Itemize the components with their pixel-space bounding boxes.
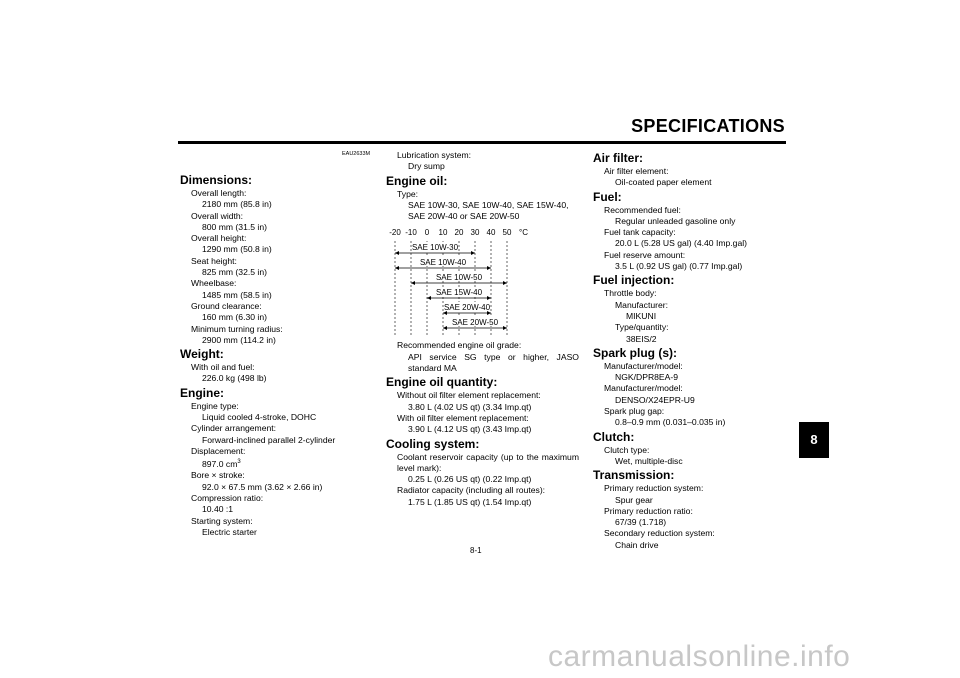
watermark: carmanualsonline.info <box>548 640 851 673</box>
series-label: SAE 15W-40 <box>435 288 483 298</box>
throttle-body-label: Throttle body: <box>604 288 657 299</box>
spark-plug-model-value-2: DENSO/X24EPR-U9 <box>615 394 695 405</box>
fi-manufacturer-label: Manufacturer: <box>615 299 669 310</box>
overall-length-value: 2180 mm (85.8 in) <box>202 199 272 210</box>
overall-height-label: Overall height: <box>191 233 247 244</box>
temperature-unit-label: °C <box>519 228 528 238</box>
reduction-ratio-value: 67/39 (1.718) <box>615 517 667 528</box>
displacement-number: 897.0 cm <box>202 459 238 470</box>
cylinder-label: Cylinder arrangement: <box>191 423 277 434</box>
range-arrow-left <box>427 296 431 300</box>
series-label: SAE 10W-50 <box>435 273 483 283</box>
without-filter-value: 3.80 L (4.02 US qt) (3.34 Imp.qt) <box>408 401 532 412</box>
seat-height-label: Seat height: <box>191 255 237 266</box>
ground-clearance-label: Ground clearance: <box>191 300 262 311</box>
range-arrow-left <box>395 266 399 270</box>
range-arrow-right <box>487 266 491 270</box>
seat-height-value: 825 mm (32.5 in) <box>202 267 267 278</box>
chapter-tab: 8 <box>799 422 829 458</box>
air-filter-value: Oil-coated paper element <box>615 177 712 188</box>
radiator-value: 1.75 L (1.85 US qt) (1.54 Imp.qt) <box>408 496 532 507</box>
temperature-tick-label: 40 <box>486 228 496 238</box>
dimensions-heading: Dimensions: <box>180 173 253 187</box>
overall-height-value: 1290 mm (50.8 in) <box>202 244 272 255</box>
page-number: 8-1 <box>470 546 482 555</box>
recommended-fuel-label: Recommended fuel: <box>604 204 681 215</box>
temperature-tick-label: 20 <box>454 228 464 238</box>
range-arrow-left <box>411 281 415 285</box>
section-code: EAU2633M <box>342 151 371 157</box>
wheelbase-value: 1485 mm (58.5 in) <box>202 289 272 300</box>
oil-quantity-heading: Engine oil quantity: <box>386 375 498 390</box>
series-label: SAE 10W-40 <box>419 258 467 268</box>
reservoir-value: 0.25 L (0.26 US qt) (0.22 Imp.qt) <box>408 474 532 485</box>
oil-grade-label: Recommended engine oil grade: <box>397 340 522 351</box>
weight-value: 226.0 kg (498 lb) <box>202 373 267 384</box>
turning-radius-value: 2900 mm (114.2 in) <box>202 334 276 345</box>
lubrication-label: Lubrication system: <box>397 150 472 160</box>
starting-label: Starting system: <box>191 515 253 526</box>
overall-width-value: 800 mm (31.5 in) <box>202 221 267 232</box>
column-right <box>593 150 786 551</box>
compression-label: Compression ratio: <box>191 492 264 503</box>
radiator-label: Radiator capacity (including all routes): <box>397 485 546 496</box>
range-arrow-right <box>503 281 507 285</box>
clutch-type-label: Clutch type: <box>604 444 650 455</box>
range-arrow-right <box>487 296 491 300</box>
series-label: SAE 20W-50 <box>451 318 499 328</box>
lubrication-value: Dry sump <box>408 161 445 172</box>
air-filter-label: Air filter element: <box>604 166 669 176</box>
temperature-tick-label: -20 <box>389 228 401 238</box>
temperature-tick-label: 10 <box>438 228 448 238</box>
temperature-tick-label: 0 <box>424 228 430 238</box>
overall-width-label: Overall width: <box>191 210 244 221</box>
without-filter-label: Without oil filter element replacement: <box>397 390 541 401</box>
ground-clearance-value: 160 mm (6.30 in) <box>202 312 267 323</box>
clutch-type-value: Wet, multiple-disc <box>615 455 683 466</box>
fuel-reserve-value: 3.5 L (0.92 US gal) (0.77 Imp.gal) <box>615 261 743 272</box>
with-filter-label: With oil filter element replacement: <box>397 412 529 423</box>
series-label: SAE 10W-30 <box>411 243 459 253</box>
secondary-reduction-value: Chain drive <box>615 539 659 550</box>
secondary-reduction-label: Secondary reduction system: <box>604 528 715 539</box>
bore-stroke-value: 92.0 × 67.5 mm (3.62 × 2.66 in) <box>202 481 323 492</box>
spark-plug-model-label-2: Manufacturer/model: <box>604 383 683 394</box>
compression-value: 10.40 :1 <box>202 504 234 515</box>
reservoir-label: Coolant reservoir capacity (up to the maximum level mark): <box>397 451 579 473</box>
fi-manufacturer-value: MIKUNI <box>626 310 657 321</box>
fuel-heading: Fuel: <box>593 189 622 204</box>
spark-plug-model-value-1: NGK/DPR8EA-9 <box>615 372 679 383</box>
spark-plug-heading: Spark plug (s): <box>593 345 678 360</box>
starting-value: Electric starter <box>202 526 257 537</box>
with-filter-value: 3.90 L (4.12 US qt) (3.43 Imp.qt) <box>408 424 532 435</box>
spark-plug-gap-value: 0.8–0.9 mm (0.031–0.035 in) <box>615 417 726 428</box>
air-filter-heading: Air filter: <box>593 151 644 165</box>
series-label: SAE 20W-40 <box>443 303 491 313</box>
displacement-value <box>180 457 375 470</box>
cylinder-value: Forward-inclined parallel 2-cylinder <box>202 434 336 445</box>
oil-viscosity-chart-svg <box>386 225 579 337</box>
primary-reduction-label: Primary reduction system: <box>604 483 704 494</box>
fuel-reserve-label: Fuel reserve amount: <box>604 249 686 260</box>
range-arrow-left <box>443 326 447 330</box>
oil-type-label: Type: <box>397 188 419 199</box>
page-title: SPECIFICATIONS <box>631 116 785 136</box>
tank-capacity-label: Fuel tank capacity: <box>604 227 676 238</box>
recommended-fuel-value: Regular unleaded gasoline only <box>615 215 736 226</box>
primary-reduction-value: Spur gear <box>615 494 653 505</box>
temperature-tick-label: -10 <box>405 228 417 238</box>
bore-stroke-label: Bore × stroke: <box>191 470 245 481</box>
fi-type-quantity-label: Type/quantity: <box>615 322 669 333</box>
oil-viscosity-chart <box>386 225 579 337</box>
temperature-tick-label: 50 <box>502 228 512 238</box>
engine-type-value: Liquid cooled 4-stroke, DOHC <box>202 412 317 423</box>
weight-heading: Weight: <box>180 347 224 362</box>
turning-radius-label: Minimum turning radius: <box>191 323 283 334</box>
range-arrow-right <box>471 251 475 255</box>
transmission-heading: Transmission: <box>593 468 675 483</box>
temperature-tick-label: 30 <box>470 228 480 238</box>
oil-type-value: SAE 10W-30, SAE 10W-40, SAE 15W-40, SAE 20W-40 or SAE 20W-50 <box>408 199 569 222</box>
displacement-exponent: 3 <box>237 459 241 466</box>
reduction-ratio-label: Primary reduction ratio: <box>604 505 693 516</box>
fuel-injection-heading: Fuel injection: <box>593 273 675 288</box>
weight-label: With oil and fuel: <box>191 362 255 373</box>
oil-grade-value: API service SG type or higher, JASO standard MA <box>408 351 579 374</box>
engine-oil-heading: Engine oil: <box>386 173 448 188</box>
range-arrow-right <box>503 326 507 330</box>
clutch-heading: Clutch: <box>593 429 635 444</box>
cooling-heading: Cooling system: <box>386 436 480 451</box>
title-rule <box>178 141 786 144</box>
wheelbase-label: Wheelbase: <box>191 278 237 289</box>
column-middle <box>386 150 579 508</box>
range-arrow-left <box>395 251 399 255</box>
engine-heading: Engine: <box>180 385 224 400</box>
spark-plug-model-label-1: Manufacturer/model: <box>604 360 683 371</box>
spark-plug-gap-label: Spark plug gap: <box>604 406 665 417</box>
column-left <box>180 172 375 538</box>
displacement-label: Displacement: <box>191 445 246 456</box>
engine-type-label: Engine type: <box>191 400 239 411</box>
tank-capacity-value: 20.0 L (5.28 US gal) (4.40 Imp.gal) <box>615 238 747 249</box>
fi-type-quantity-value: 38EIS/2 <box>626 333 657 344</box>
overall-length-label: Overall length: <box>191 188 247 198</box>
